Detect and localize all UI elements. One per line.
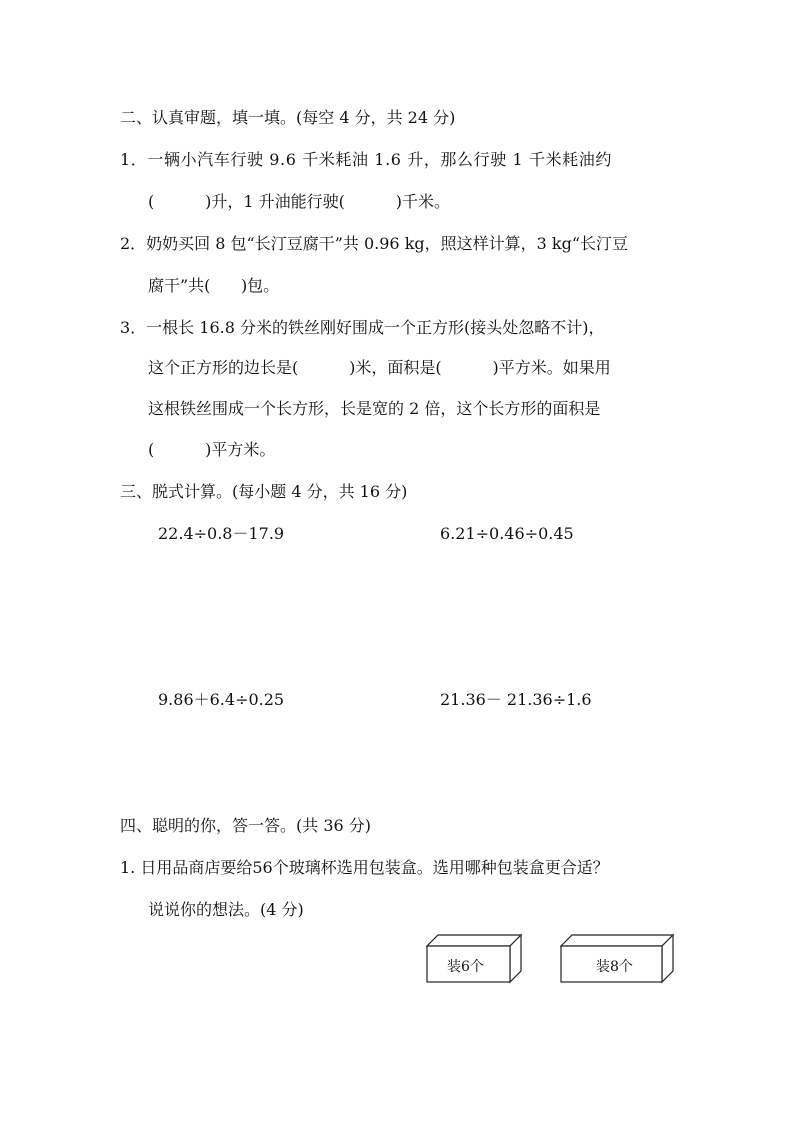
- section2-heading: 二、认真审题，填一填。(每空 4 分，共 24 分): [120, 108, 456, 127]
- section3-heading: 三、脱式计算。(每小题 4 分，共 16 分): [120, 482, 408, 501]
- q1-line1: 1．一辆小汽车行驶 9.6 千米耗油 1.6 升，那么行驶 1 千米耗油约: [120, 150, 612, 169]
- q1-line2: ( )升，1 升油能行驶( )千米。: [148, 192, 450, 211]
- calc-problem-2: 6.21÷0.46÷0.45: [440, 524, 574, 543]
- q2-line2: 腐干”共( )包。: [148, 276, 280, 295]
- q3-line1: 3．一根长 16.8 分米的铁丝刚好围成一个正方形(接头处忽略不计)，: [120, 318, 605, 337]
- calc-problem-4: 21.36－ 21.36÷1.6: [440, 690, 592, 709]
- section4-heading: 四、聪明的你，答一答。(共 36 分): [120, 816, 372, 835]
- package-box-6-label: 装6个: [447, 959, 484, 975]
- q2-line1: 2．奶奶买回 8 包“长汀豆腐干”共 0.96 kg，照这样计算，3 kg“长汀豆: [120, 234, 629, 253]
- q3-line3: 这根铁丝围成一个长方形，长是宽的 2 倍，这个长方形的面积是: [148, 399, 601, 418]
- q3-line4: ( )平方米。: [148, 440, 276, 459]
- calc-problem-3: 9.86＋6.4÷0.25: [158, 690, 285, 709]
- s4-q1-line2: 说说你的想法。(4 分): [148, 900, 304, 919]
- package-box-8-label: 装8个: [596, 959, 633, 975]
- q3-line2: 这个正方形的边长是( )米，面积是( )平方米。如果用: [148, 358, 611, 377]
- s4-q1-line1: 1. 日用品商店要给56个玻璃杯选用包装盒。选用哪种包装盒更合适？: [120, 858, 609, 877]
- calc-problem-1: 22.4÷0.8－17.9: [158, 524, 285, 543]
